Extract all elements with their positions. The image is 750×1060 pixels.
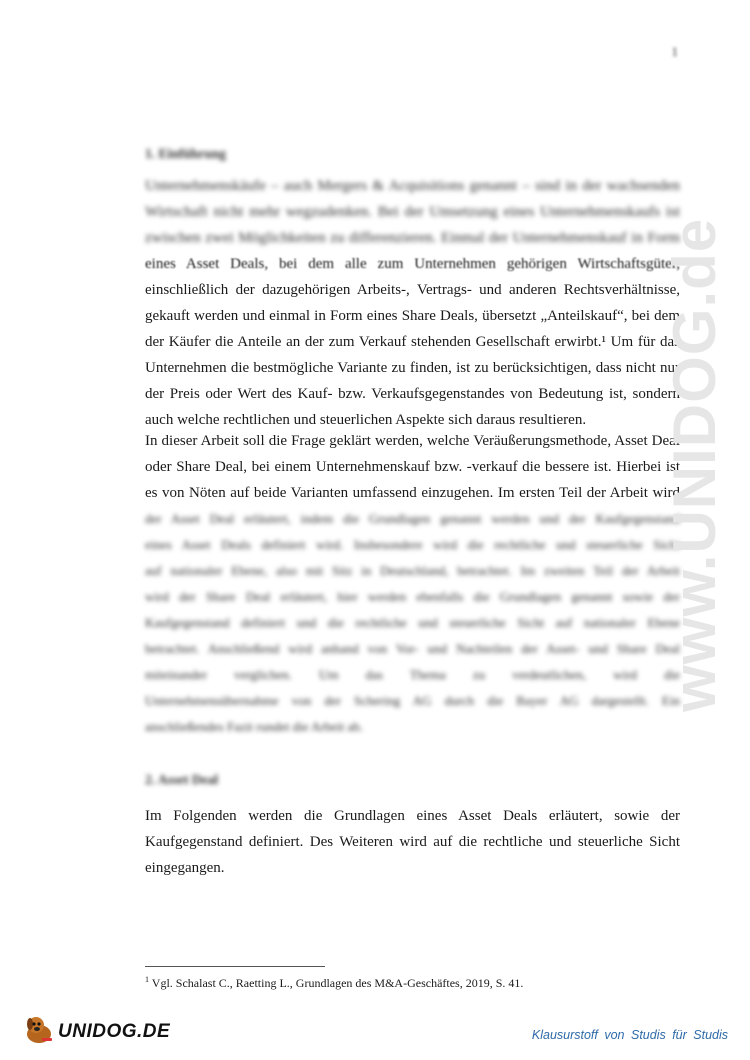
text-line: anschließendes Fazit rundet die Arbeit ab.	[145, 719, 364, 734]
text-line: eines Asset Deals definiert wird. Insbesondere wird die rechtliche und steuerliche Sicht	[145, 537, 680, 552]
tagline: Klausurstoff von Studis für Studis	[531, 1028, 728, 1042]
text-line: der Asset Deal erläutert, indem die Grundlagen genannt werden und der Kaufgegenstand	[145, 511, 680, 526]
text-line: eingegangen.	[145, 860, 225, 876]
text-line: wird der Share Deal erläutert, hier werden ebenfalls die Grundlagen genannt sowie der	[145, 589, 680, 604]
text-line: der Käufer die Anteile an der zum Verkauf stehenden Gesellschaft erwirbt.¹ Um für das	[145, 334, 680, 350]
text-line: auf nationaler Ebene, also mit Sitz in Deutschland, betrachtet. Im zweiten Teil der Arbeit	[145, 563, 680, 578]
text-line: Im Folgenden werden die Grundlagen eines Asset Deals erläutert, sowie der	[145, 808, 680, 824]
text-line: es von Nöten auf beide Varianten umfassend einzugehen. Im ersten Teil der Arbeit wird	[145, 485, 680, 501]
unidog-logo	[22, 1012, 170, 1051]
text-line: Wirtschaft nicht mehr wegzudenken. Bei der Umsetzung eines Unternehmenskaufs ist	[145, 204, 680, 220]
text-line: Kaufgegenstand definiert und die rechtliche und steuerliche Sicht auf nationaler Ebene	[145, 615, 680, 630]
text-line: Kaufgegenstand definiert. Des Weiteren wird auf die rechtliche und steuerliche Sicht	[145, 834, 680, 850]
watermark-text: www.UNIDOG.de	[661, 217, 728, 712]
text-line: eines Asset Deals, bei dem alle zum Unternehmen gehörigen Wirtschaftsgüter,	[145, 256, 680, 272]
section-2-heading: 2. Asset Deal	[145, 772, 219, 787]
section-1-heading: 1. Einführung	[145, 146, 227, 161]
text-line: gekauft werden und einmal in Form eines Share Deals, übersetzt „Anteilskauf“, bei dem	[145, 308, 680, 324]
section-2-paragraph	[145, 803, 680, 881]
text-line: zwischen zwei Möglichkeiten zu differenzieren. Einmal der Unternehmenskauf in Form	[145, 230, 680, 246]
text-line: Unternehmen die bestmögliche Variante zu finden, ist zu berücksichtigen, dass nicht nur	[145, 360, 680, 376]
text-line: einschließlich der dazugehörigen Arbeits-, Vertrags- und anderen Rechtsverhältnisse,	[145, 282, 680, 298]
logo-text: UNIDOG.DE	[58, 1020, 171, 1042]
text-line: Unternehmensübernahme von der Schering AG durch die Bayer AG dargestellt. Ein	[145, 693, 680, 708]
text-line: der Preis oder Wert des Kauf- bzw. Verkaufsgegenstandes von Bedeutung ist, sondern	[145, 386, 680, 402]
page-number: 1	[671, 44, 678, 59]
text-line: miteinander verglichen. Um das Thema zu verdeutlichen, wird die	[145, 667, 680, 682]
text-line: Unternehmenskäufe – auch Mergers & Acquisitions genannt – sind in der wachsenden	[145, 178, 680, 194]
section-1-paragraph-1	[145, 173, 680, 433]
text-line: oder Share Deal, bei einem Unternehmenskauf bzw. -verkauf die bessere ist. Hierbei ist	[145, 459, 680, 475]
text-line: betrachtet. Anschließend wird anhand von Vor- und Nachteilen der Asset- und Share Deal	[145, 641, 680, 656]
text-line: auch welche rechtlichen und steuerlichen Aspekte sich daraus resultieren.	[145, 412, 587, 428]
dog-mascot-icon	[22, 1012, 56, 1051]
footnote-text: Vgl. Schalast C., Raetting L., Grundlagen des M&A-Geschäftes, 2019, S. 41.	[151, 976, 524, 990]
footnote-marker: 1	[145, 975, 149, 984]
footnote-divider	[145, 966, 325, 967]
footnote	[145, 975, 523, 991]
text-line: In dieser Arbeit soll die Frage geklärt werden, welche Veräußerungsmethode, Asset Deal	[145, 433, 680, 449]
